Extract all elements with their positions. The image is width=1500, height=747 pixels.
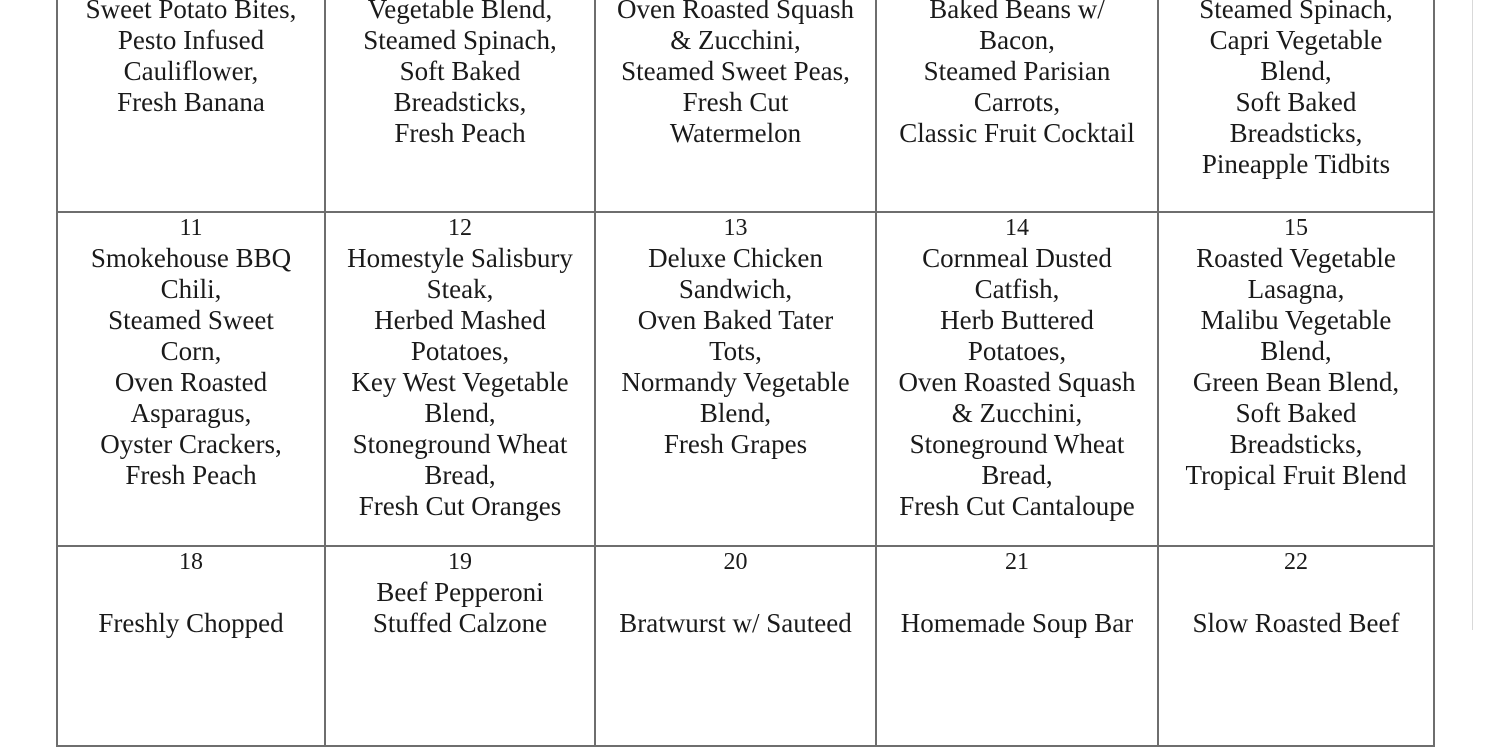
menu-item-line: Bread, [981,460,1053,490]
menu-item-line: Fresh Cut Oranges [358,491,562,521]
menu-item-line: Steamed Parisian [923,56,1111,86]
menu-item-line: Key West Vegetable [351,367,569,397]
menu-item-line: Breadsticks, [393,87,527,117]
day-number: 13 [723,215,748,241]
menu-item-line: Potatoes, [967,336,1067,366]
menu-item-line: Lasagna, [1247,274,1345,304]
menu-item-line: Blend, [1260,336,1332,366]
menu-day-cell [877,213,1159,547]
menu-item-line: Oyster Crackers, [100,429,282,459]
menu-day-cell [326,0,596,213]
menu-item-line: Sweet Potato Bites, [85,0,297,24]
menu-day-cell [1159,213,1435,547]
menu-item-line: Pesto Infused [117,25,265,55]
menu-item-line: Oven Baked Tater [637,305,834,335]
menu-item-line: Watermelon [669,118,802,148]
day-number: 20 [723,549,748,575]
menu-item-line: Green Bean Blend, [1192,367,1400,397]
menu-item-line [60,577,322,608]
menu-item-line: Herb Buttered [940,305,1094,335]
menu-item-line: Carrots, [973,87,1061,117]
menu-item-line: Stoneground Wheat [352,429,568,459]
menu-day-cell [326,213,596,547]
menu-item-line: Oven Roasted [114,367,268,397]
menu-day-cell [596,0,877,213]
menu-item-line: Blend, [424,398,496,428]
menu-item-line: Asparagus, [130,398,252,428]
menu-item-line: Smokehouse BBQ [90,243,292,273]
menu-day-cell [1159,547,1435,747]
menu-item-line: Soft Baked [1235,87,1357,117]
menu-day-cell [1159,0,1435,213]
menu-item-line: Soft Baked [1235,398,1357,428]
menu-day-cell [596,547,877,747]
menu-item-line: Bacon, [979,25,1055,55]
menu-item-line [1161,577,1431,608]
menu-item-line: Steamed Spinach, [1199,0,1393,24]
menu-item-line: Potatoes, [410,336,510,366]
menu-item-line: Oven Roasted Squash [898,367,1136,397]
day-number: 18 [179,549,203,575]
lunch-menu-calendar [56,0,1435,747]
menu-item-line: Stoneground Wheat [909,429,1125,459]
day-number: 22 [1284,549,1308,575]
menu-item-line: Homestyle Salisbury [347,243,573,273]
menu-item-line: Soft Baked [399,56,521,86]
menu-day-cell [326,547,596,747]
menu-item-line: Steamed Sweet [108,305,274,335]
menu-day-cell [877,0,1159,213]
menu-day-cell [58,547,326,747]
menu-item-line: Cornmeal Dusted [922,243,1112,273]
menu-day-cell [877,547,1159,747]
menu-item-line: Fresh Banana [117,87,265,117]
menu-day-cell [58,0,326,213]
menu-item-line: Fresh Grapes [663,429,808,459]
menu-item-line: Blend, [1260,56,1332,86]
menu-item-line: Fresh Peach [125,460,257,490]
menu-item-line: Fresh Cut [682,87,789,117]
menu-item-line: Bratwurst w/ Sauteed [619,608,852,638]
menu-item-line: Vegetable Blend, [367,0,553,24]
day-number: 12 [448,215,472,241]
menu-item-line: Blend, [699,398,772,428]
scan-edge-line [1472,0,1473,630]
menu-item-line: Tots, [709,336,762,366]
menu-item-line: Roasted Vegetable [1196,243,1396,273]
menu-item-line [598,577,873,608]
menu-item-line: Homemade Soup Bar [900,608,1134,638]
menu-item-line: Fresh Cut Cantaloupe [899,491,1135,521]
menu-item-line: Deluxe Chicken [648,243,823,273]
day-number: 14 [1005,215,1029,241]
menu-item-line: Bread, [424,460,496,490]
day-number: 11 [179,215,203,241]
menu-item-line: Cauliflower, [123,56,259,86]
menu-item-line: Baked Beans w/ [929,0,1105,24]
menu-item-line: Herbed Mashed [374,305,546,335]
menu-item-line: Corn, [160,336,222,366]
menu-item-line: & Zucchini, [951,398,1083,428]
menu-item-line: Oven Roasted Squash [617,0,854,24]
menu-item-line: Steamed Spinach, [363,25,557,55]
menu-item-line: Pineapple Tidbits [1201,149,1391,179]
menu-day-cell [58,213,326,547]
day-number: 19 [448,549,472,575]
menu-item-line: Breadsticks, [1229,429,1363,459]
menu-item-line: Chili, [160,274,222,304]
menu-item-line: Steamed Sweet Peas, [621,56,850,86]
menu-item-line: Beef Pepperoni [376,577,544,607]
menu-item-line: & Zucchini, [670,25,801,55]
menu-item-line: Fresh Peach [394,118,526,148]
menu-item-line: Malibu Vegetable [1200,305,1392,335]
menu-item-line: Normandy Vegetable [621,367,850,397]
menu-day-cell [596,213,877,547]
menu-item-line: Capri Vegetable [1209,25,1383,55]
menu-item-line: Tropical Fruit Blend [1185,460,1407,490]
menu-item-line: Classic Fruit Cocktail [899,118,1135,148]
menu-item-line: Breadsticks, [1229,118,1363,148]
menu-item-line: Steak, [426,274,494,304]
day-number: 21 [1005,549,1029,575]
day-number: 15 [1284,215,1308,241]
menu-item-line: Freshly Chopped [98,608,284,638]
menu-item-line: Slow Roasted Beef [1192,608,1400,638]
menu-item-line [879,577,1155,608]
menu-item-line: Stuffed Calzone [372,608,548,638]
menu-item-line: Catfish, [974,274,1060,304]
menu-item-line: Sandwich, [678,274,793,304]
